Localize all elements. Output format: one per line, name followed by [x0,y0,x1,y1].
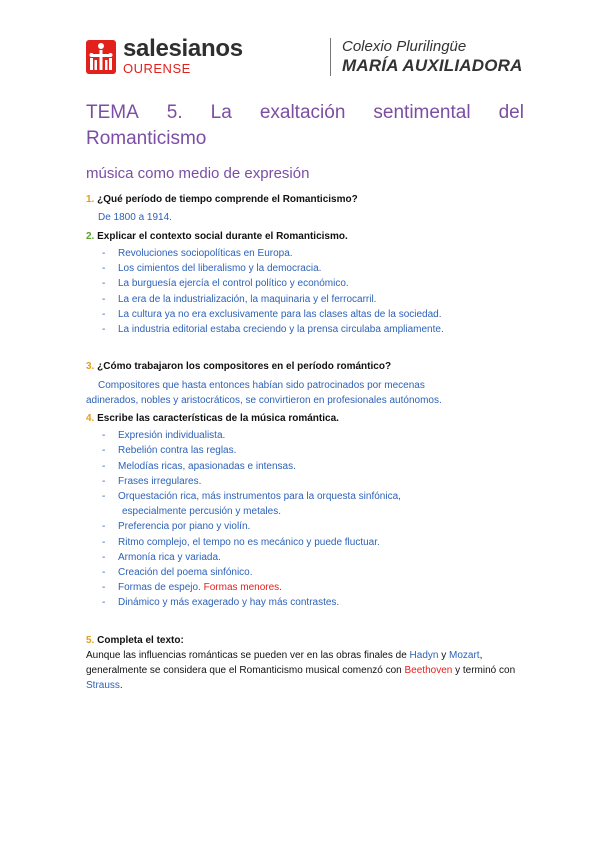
list-item-text: Orquestación rica, más instrumentos para la orquesta sinfónica, [118,491,401,503]
list-item [86,276,526,291]
list-item [86,489,526,504]
list-item [86,443,526,458]
list-item-text: Dinámico y más exagerado y hay más contrastes. [118,597,340,609]
list-item-text: Formas de espejo. [118,582,201,594]
dash: - [102,430,106,442]
title-line-2: Romanticismo [86,128,207,149]
list-item [86,307,526,322]
question-number: 3. [86,361,95,373]
question-number: 4. [86,413,95,425]
text-run: . [119,679,123,691]
list-item-text: Frases irregulares. [118,475,202,487]
list-item-text: La cultura ya no era exclusivamente para las clases altas de la sociedad. [118,308,442,320]
text-run: Aunque las influencias románticas se pueden ver en las obras finales de [86,649,407,661]
school-line-1: Colexio Plurilingüe [342,38,467,55]
title-word: sentimental [373,102,471,123]
dash: - [102,278,106,290]
school-name [342,38,523,76]
list-item-text: La industria editorial estaba creciendo y la prensa circulaba ampliamente. [118,324,444,336]
question-text: Explicar el contexto social durante el Romanticismo. [97,231,348,242]
answer-1: De 1800 a 1914. [98,212,172,223]
title-word: TEMA [86,102,139,123]
composer-haydn: Hadyn [409,649,439,661]
list-item-text: Ritmo complejo, el tempo no es mecánico y puede fluctuar. [118,536,380,548]
question-number: 5. [86,634,95,646]
worksheet-content [86,192,526,693]
composer-strauss: Strauss [86,679,120,691]
list-item [86,565,526,580]
list-item [86,474,526,489]
text-run: y terminó con [455,664,516,676]
answer-3-line-1: Compositores que hasta entonces habían sido patrocinados por mecenas [98,380,425,392]
composer-mozart: Mozart [449,649,480,661]
text-run: , generalmente se considera que el Romanticismo musical comenzó con [86,649,483,676]
dash: - [102,248,106,259]
title-word: exaltación [259,102,346,123]
school-line-2: MARÍA AUXILIADORA [342,56,523,75]
question-3 [86,359,526,374]
page-header [86,36,526,82]
dash: - [102,536,106,548]
brand-sub: OURENSE [123,61,191,76]
list-item [86,322,526,337]
list-item [86,459,526,474]
question-4 [86,411,526,426]
question-text: ¿Cómo trabajaron los compositores en el período romántico? [97,361,392,373]
list-item [86,246,526,261]
list-item-text: Los cimientos del liberalismo y la democracia. [118,263,322,275]
list-item [86,550,526,565]
dash: - [102,445,106,457]
list-item-text: Armonía rica y variada. [118,551,221,563]
dash: - [102,460,106,472]
dash: - [102,582,106,594]
question-text: Completa el texto: [97,634,184,646]
list-item-text: Expresión individualista. [118,430,226,442]
dash: - [102,475,106,487]
list-item [86,580,526,595]
dash: - [102,293,106,305]
list-item-text: La burguesía ejercía el control político y económico. [118,278,349,290]
answer-2-list [86,246,526,337]
title-word: La [210,102,232,123]
brand-name: salesianos [123,35,243,62]
answer-4-list [86,428,526,610]
text-run: y [441,649,447,661]
question-number: 1. [86,194,95,205]
header-divider [330,38,331,76]
composer-beethoven: Beethoven [404,664,453,676]
dash: - [102,491,106,503]
question-5 [86,633,526,648]
dash: - [102,263,106,275]
question-1 [86,192,526,207]
list-item [86,261,526,276]
list-item-continuation [86,504,526,519]
title-word: del [498,102,524,123]
answer-3-line-2: adinerados, nobles y aristocráticos, se convirtieron en profesionales autónomos. [86,395,442,407]
list-item-text: Creación del poema sinfónico. [118,567,253,579]
question-2 [86,229,526,244]
dash: - [102,521,106,533]
dash: - [102,567,106,579]
dash: - [102,324,106,336]
dash: - [102,308,106,320]
salesianos-logo-icon [86,40,116,74]
list-item-text: Revoluciones sociopolíticas en Europa. [118,248,293,259]
page-subtitle: música como medio de expresión [86,165,310,182]
question-text: Escribe las características de la música romántica. [97,413,339,425]
list-item-text: Rebelión contra las reglas. [118,445,237,457]
dash: - [102,551,106,563]
title-word: 5. [166,102,183,123]
list-item-text: Preferencia por piano y violín. [118,521,251,533]
list-item-text: especialmente percusión y metales. [122,506,281,518]
dash: - [102,597,106,609]
page-title [86,100,524,152]
list-item [86,595,526,610]
question-text: ¿Qué período de tiempo comprende el Romanticismo? [97,194,358,205]
list-item [86,519,526,534]
answer-5-paragraph [86,648,526,693]
list-item [86,535,526,550]
brand-block [123,36,243,76]
list-item [86,292,526,307]
list-item-text: La era de la industrialización, la maquinaria y el ferrocarril. [118,293,377,305]
list-item-text: Melodías ricas, apasionadas e intensas. [118,460,296,472]
list-item [86,428,526,443]
question-number: 2. [86,231,95,242]
list-item-highlight: Formas menores. [203,582,282,594]
title-line-1 [86,100,524,126]
